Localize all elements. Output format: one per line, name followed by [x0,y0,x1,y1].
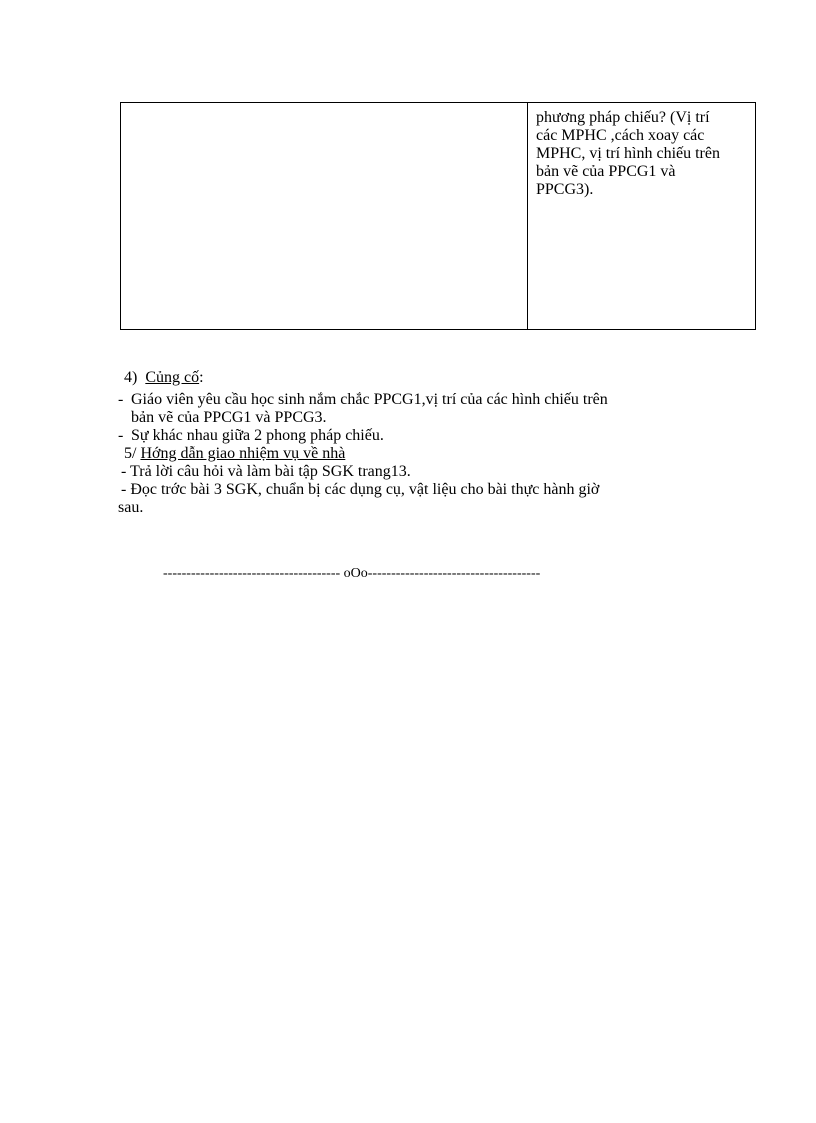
cell-text-line: PPCG3). [536,181,594,198]
homework-item-continued: sau. [118,499,144,516]
bullet-text-continued: bản vẽ của PPCG1 và PPCG3. [131,409,327,426]
bullet-dash: - [118,427,124,444]
homework-item: - Đọc trớc bài 3 SGK, chuẩn bị các dụng cụ, vật liệu cho bài thực hành giờ [121,481,600,498]
cell-text-line: phương pháp chiếu? (Vị trí [536,109,710,126]
section5-heading [124,445,345,463]
cell-text-line: MPHC, vị trí hình chiếu trên [536,145,720,162]
lesson-table [120,102,756,330]
bullet-dash: - [118,391,124,408]
table-cell-right [528,103,755,329]
end-divider: -------------------------------------- oOo------------------------------------- [163,566,541,581]
table-cell-left [121,103,528,329]
bullet-text: Sự khác nhau giữa 2 phong pháp chiếu. [131,427,384,444]
section-title: Hớng dẫn giao nhiệm vụ về nhà [140,445,346,462]
section-title: Củng cố [145,369,200,386]
bullet-text: Giáo viên yêu cầu học sinh nắm chắc PPCG1,vị trí của các hình chiếu trên [131,391,608,408]
section4-heading: 4) Củng cố: [124,369,204,386]
section-number: 5/ [124,445,137,462]
cell-text-line: các MPHC ,cách xoay các [536,127,705,144]
cell-text-line: bản vẽ của PPCG1 và [536,163,676,180]
homework-item: - Trả lời câu hỏi và làm bài tập SGK trang13. [121,463,411,480]
section-number: 4) [124,369,138,386]
